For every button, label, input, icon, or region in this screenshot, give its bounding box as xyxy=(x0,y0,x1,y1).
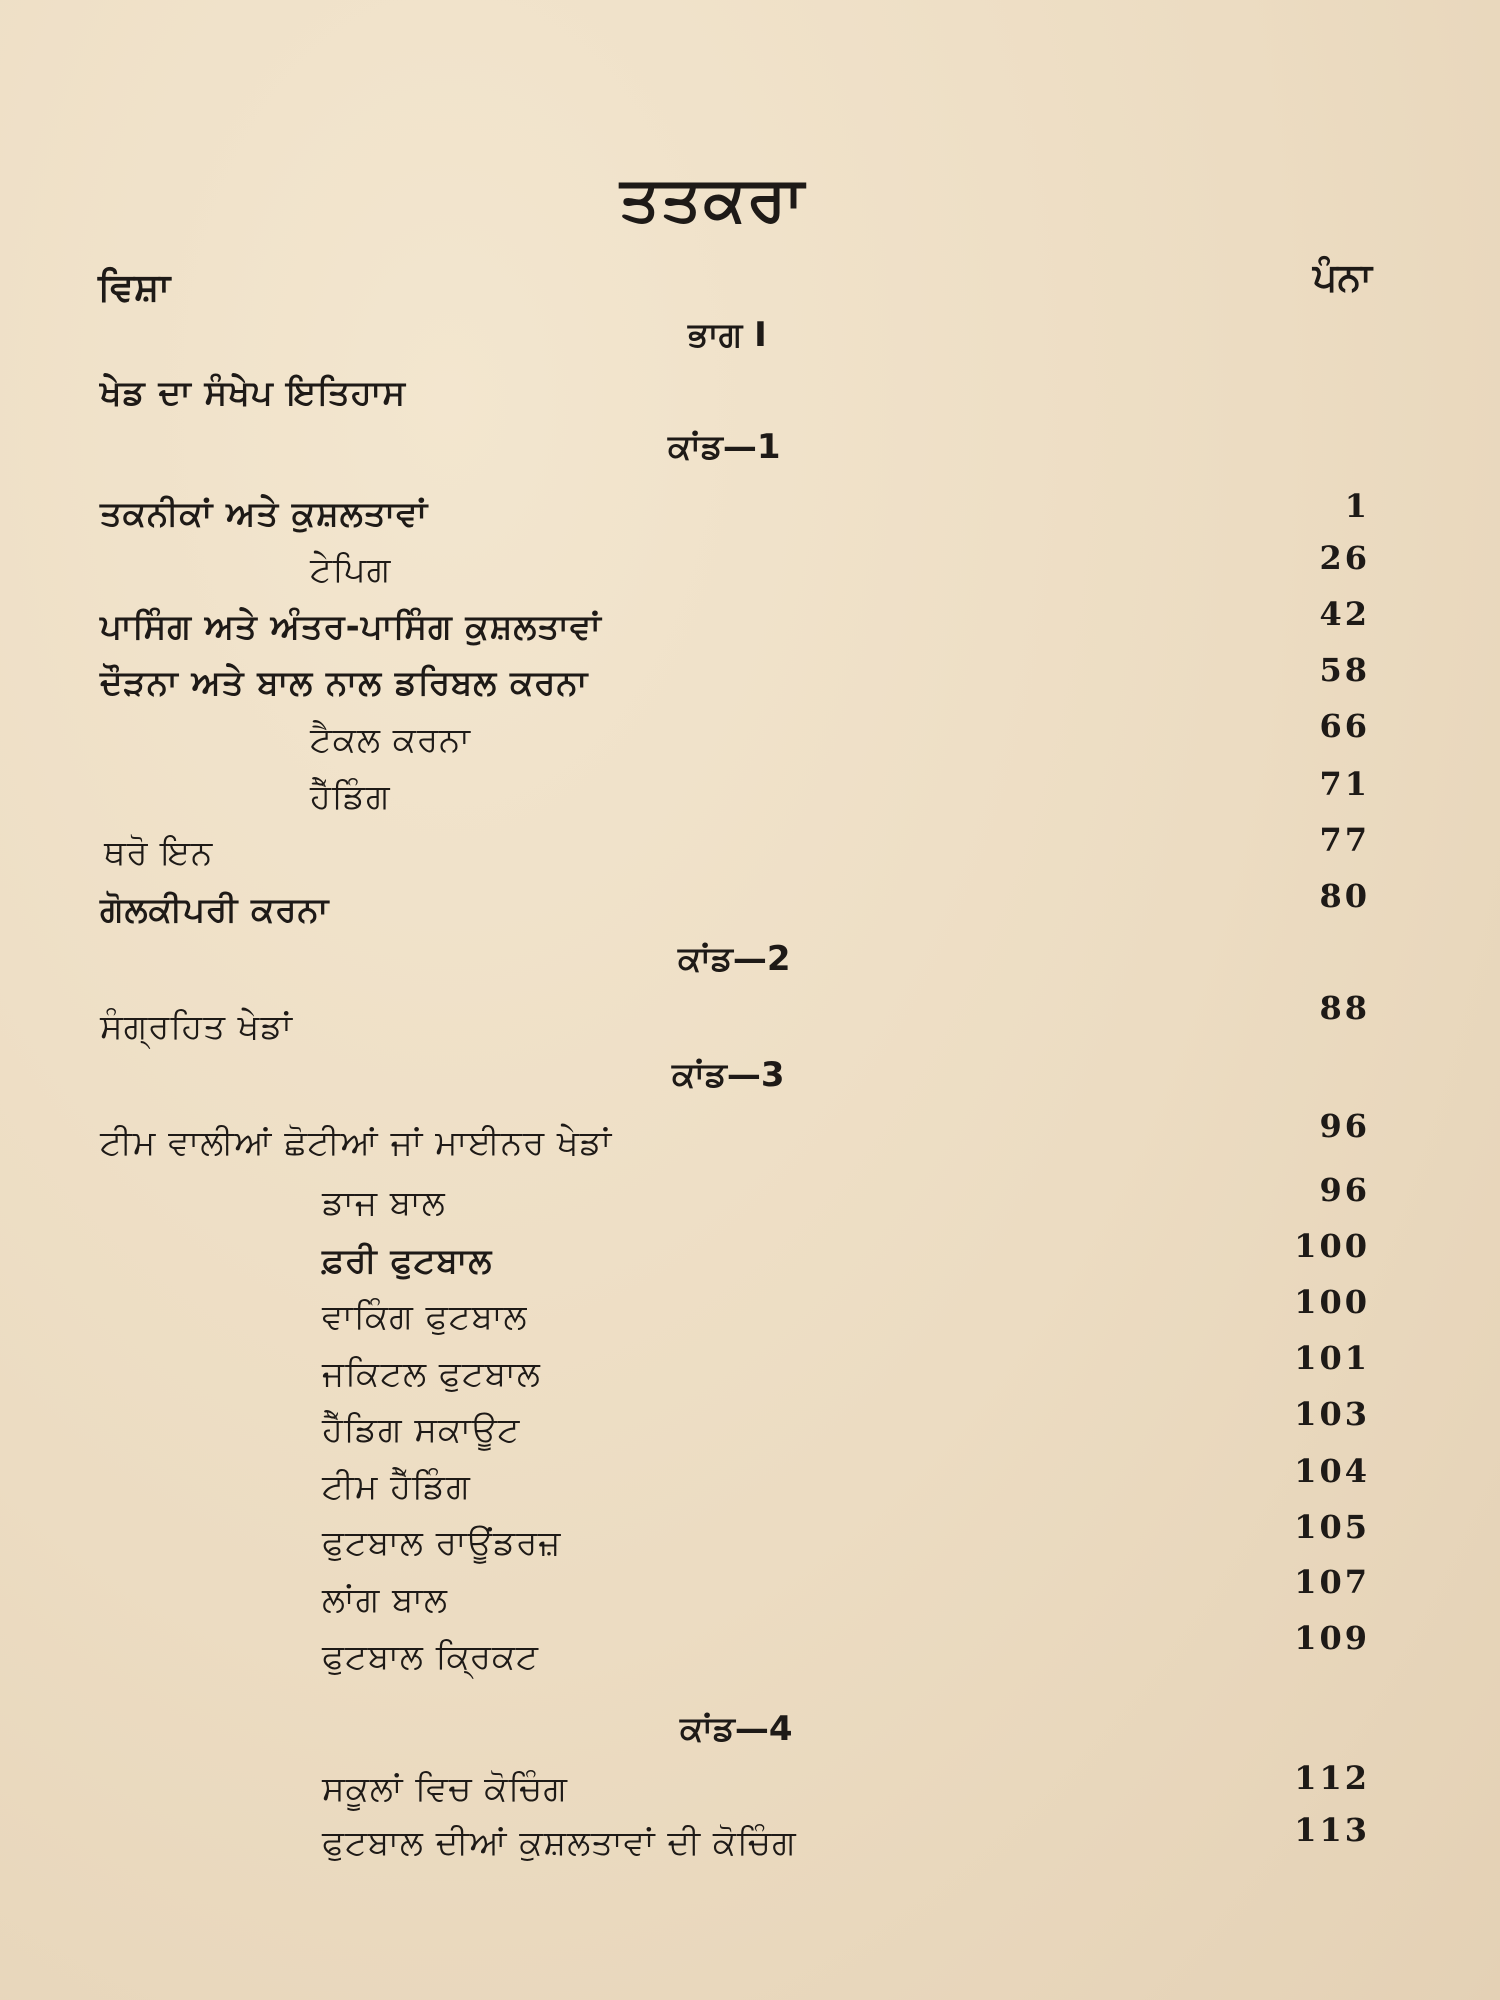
toc-entry: ਟੈਕਲ ਕਰਨਾ xyxy=(310,720,472,760)
toc-entry: ਜਕਿਟਲ ਫੁਟਬਾਲ xyxy=(322,1354,541,1394)
toc-entry: ਸਕੂਲਾਂ ਵਿਚ ਕੋਚਿੰਗ xyxy=(322,1769,568,1809)
page-number: 105 xyxy=(1294,1508,1370,1546)
page-number: 26 xyxy=(1319,539,1370,577)
toc-entry: ਵਾਕਿੰਗ ਫੁਟਬਾਲ xyxy=(322,1297,528,1337)
page-title: ਤਤਕਰਾ xyxy=(620,162,806,235)
page-number: 112 xyxy=(1294,1759,1370,1797)
page-number: 71 xyxy=(1319,765,1370,803)
page-number: 88 xyxy=(1319,989,1370,1027)
toc-entry: ਟੇਪਿਗ xyxy=(310,550,392,590)
toc-entry: ਲਾਂਗ ਬਾਲ xyxy=(322,1580,449,1620)
page-number: 103 xyxy=(1294,1395,1370,1433)
page-number: 100 xyxy=(1294,1227,1370,1265)
page-number: 104 xyxy=(1294,1452,1370,1490)
page-column-header: ਪੰਨਾ xyxy=(1312,255,1372,299)
toc-entry: ਟੀਮ ਵਾਲੀਆਂ ਛੋਟੀਆਂ ਜਾਂ ਮਾਈਨਰ ਖੇਡਾਂ xyxy=(100,1123,613,1163)
page-number: 101 xyxy=(1294,1339,1370,1377)
chapter-heading: ਕਾਂਡ—2 xyxy=(678,939,791,979)
toc-entry: ਥਰੋ ਇਨ xyxy=(104,833,214,873)
page-number: 80 xyxy=(1319,877,1370,915)
chapter-heading: ਕਾਂਡ—3 xyxy=(672,1055,785,1095)
toc-entry: ਪਾਸਿੰਗ ਅਤੇ ਅੰਤਰ-ਪਾਸਿੰਗ ਕੁਸ਼ਲਤਾਵਾਂ xyxy=(100,607,602,647)
chapter-heading: ਕਾਂਡ—1 xyxy=(668,427,781,467)
toc-entry: ਹੈੱਡਿਗ ਸਕਾਊਟ xyxy=(322,1410,521,1450)
toc-entry: ਤਕਨੀਕਾਂ ਅਤੇ ਕੁਸ਼ਲਤਾਵਾਂ xyxy=(100,494,429,534)
page-number: 96 xyxy=(1319,1107,1370,1145)
toc-entry: ਫੁਟਬਾਲ ਦੀਆਂ ਕੁਸ਼ਲਤਾਵਾਂ ਦੀ ਕੋਚਿੰਗ xyxy=(322,1823,797,1863)
page-number: 42 xyxy=(1319,595,1370,633)
chapter-heading: ਕਾਂਡ—4 xyxy=(680,1709,793,1749)
page-number: 58 xyxy=(1319,651,1370,689)
page-number: 109 xyxy=(1294,1619,1370,1657)
toc-entry: ਡਾਜ ਬਾਲ xyxy=(322,1183,446,1223)
page-number: 107 xyxy=(1294,1563,1370,1601)
page-number: 100 xyxy=(1294,1283,1370,1321)
part-heading: ਭਾਗ I xyxy=(688,315,767,355)
toc-entry: ਦੌੜਨਾ ਅਤੇ ਬਾਲ ਨਾਲ ਡਰਿਬਲ ਕਰਨਾ xyxy=(100,663,589,703)
page-number: 96 xyxy=(1319,1171,1370,1209)
history-entry: ਖੇਡ ਦਾ ਸੰਖੇਪ ਇਤਿਹਾਸ xyxy=(100,373,407,413)
page-number: 113 xyxy=(1294,1811,1370,1849)
toc-entry: ਫੁਟਬਾਲ ਕ੍ਰਿਕਟ xyxy=(322,1637,539,1677)
toc-entry: ਫ਼ਰੀ ਫੁਟਬਾਲ xyxy=(322,1241,493,1281)
page-number: 66 xyxy=(1319,707,1370,745)
subject-column-header: ਵਿਸ਼ਾ xyxy=(98,265,171,309)
toc-entry: ਫੁਟਬਾਲ ਰਾਊਂਡਰਜ਼ xyxy=(322,1523,562,1563)
toc-entry: ਗੋਲਕੀਪਰੀ ਕਰਨਾ xyxy=(100,890,330,930)
toc-entry: ਹੈੱਡਿੰਗ xyxy=(310,777,391,817)
toc-entry: ਟੀਮ ਹੈੱਡਿੰਗ xyxy=(322,1467,471,1507)
page-number: 1 xyxy=(1344,487,1370,525)
page-number: 77 xyxy=(1319,821,1370,859)
toc-entry: ਸੰਗ੍ਰਹਿਤ ਖੇਡਾਂ xyxy=(100,1007,294,1047)
